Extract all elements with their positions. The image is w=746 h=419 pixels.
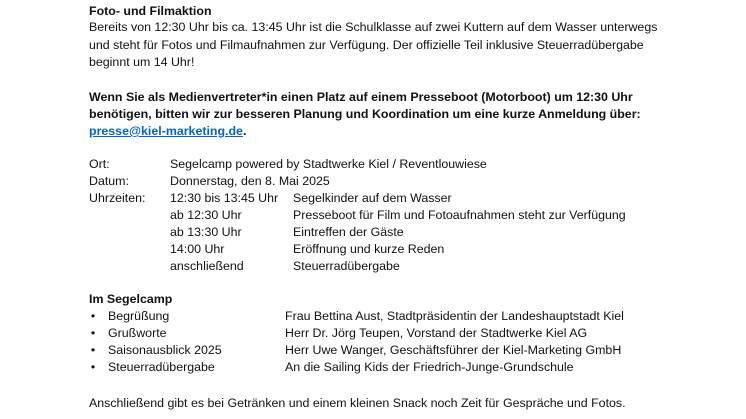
program-item: Grußworte [108, 326, 167, 340]
program-person: Herr Uwe Wanger, Geschäftsführer der Kiel-Marketing GmbH [285, 343, 622, 357]
section-heading-camp: Im Segelcamp [89, 292, 173, 306]
schedule-time: 12:30 bis 13:45 Uhr [170, 191, 279, 205]
bullet-icon: • [90, 343, 96, 357]
section-heading-foto: Foto- und Filmaktion [89, 4, 212, 18]
schedule-desc: Presseboot für Film und Fotoaufnahmen steht zur Verfügung [293, 208, 626, 222]
email-link[interactable]: presse@kiel-marketing.de [89, 124, 243, 138]
closing-line: Anschließend gibt es bei Getränken und einem kleinen Snack noch Zeit für Gespräche und Fotos. [89, 396, 626, 410]
schedule-desc: Eintreffen der Gäste [293, 225, 404, 239]
ort-value: Segelcamp powered by Stadtwerke Kiel / Reventlouwiese [170, 157, 487, 171]
email-suffix: . [242, 124, 247, 138]
ort-label: Ort: [89, 157, 110, 171]
schedule-time: ab 13:30 Uhr [170, 225, 242, 239]
paragraph-line: und steht für Fotos und Filmaufnahmen zur Verfügung. Der offizielle Teil inklusive Steuerradübergabe [89, 38, 644, 52]
program-item: Begrüßung [108, 309, 170, 323]
uhrzeiten-label: Uhrzeiten: [89, 191, 146, 205]
media-notice-line: benötigen, bitten wir zur besseren Planung und Koordination um eine kurze Anmeldung über: [89, 107, 641, 121]
program-item: Saisonausblick 2025 [108, 343, 222, 357]
media-notice-line: Wenn Sie als Medienvertreter*in einen Platz auf einem Presseboot (Motorboot) um 12:30 Uhr [89, 90, 633, 104]
paragraph-line: beginnt um 14 Uhr! [89, 55, 195, 69]
paragraph-line: Bereits von 12:30 Uhr bis ca. 13:45 Uhr ist die Schulklasse auf zwei Kuttern auf dem Wasser unterwegs [89, 20, 658, 34]
email-line [89, 124, 246, 139]
bullet-icon: • [90, 309, 96, 323]
bullet-icon: • [90, 360, 96, 374]
datum-label: Datum: [89, 174, 129, 188]
program-person: An die Sailing Kids der Friedrich-Junge-Grundschule [285, 360, 574, 374]
program-person: Frau Bettina Aust, Stadtpräsidentin der Landeshauptstadt Kiel [285, 309, 624, 323]
schedule-desc: Segelkinder auf dem Wasser [293, 191, 452, 205]
schedule-time: anschließend [170, 259, 244, 273]
schedule-time: ab 12:30 Uhr [170, 208, 242, 222]
schedule-time: 14:00 Uhr [170, 242, 225, 256]
datum-value: Donnerstag, den 8. Mai 2025 [170, 174, 330, 188]
program-item: Steuerradübergabe [108, 360, 215, 374]
bullet-icon: • [90, 326, 96, 340]
schedule-desc: Steuerradübergabe [293, 259, 400, 273]
schedule-desc: Eröffnung und kurze Reden [293, 242, 445, 256]
program-person: Herr Dr. Jörg Teupen, Vorstand der Stadtwerke Kiel AG [285, 326, 588, 340]
